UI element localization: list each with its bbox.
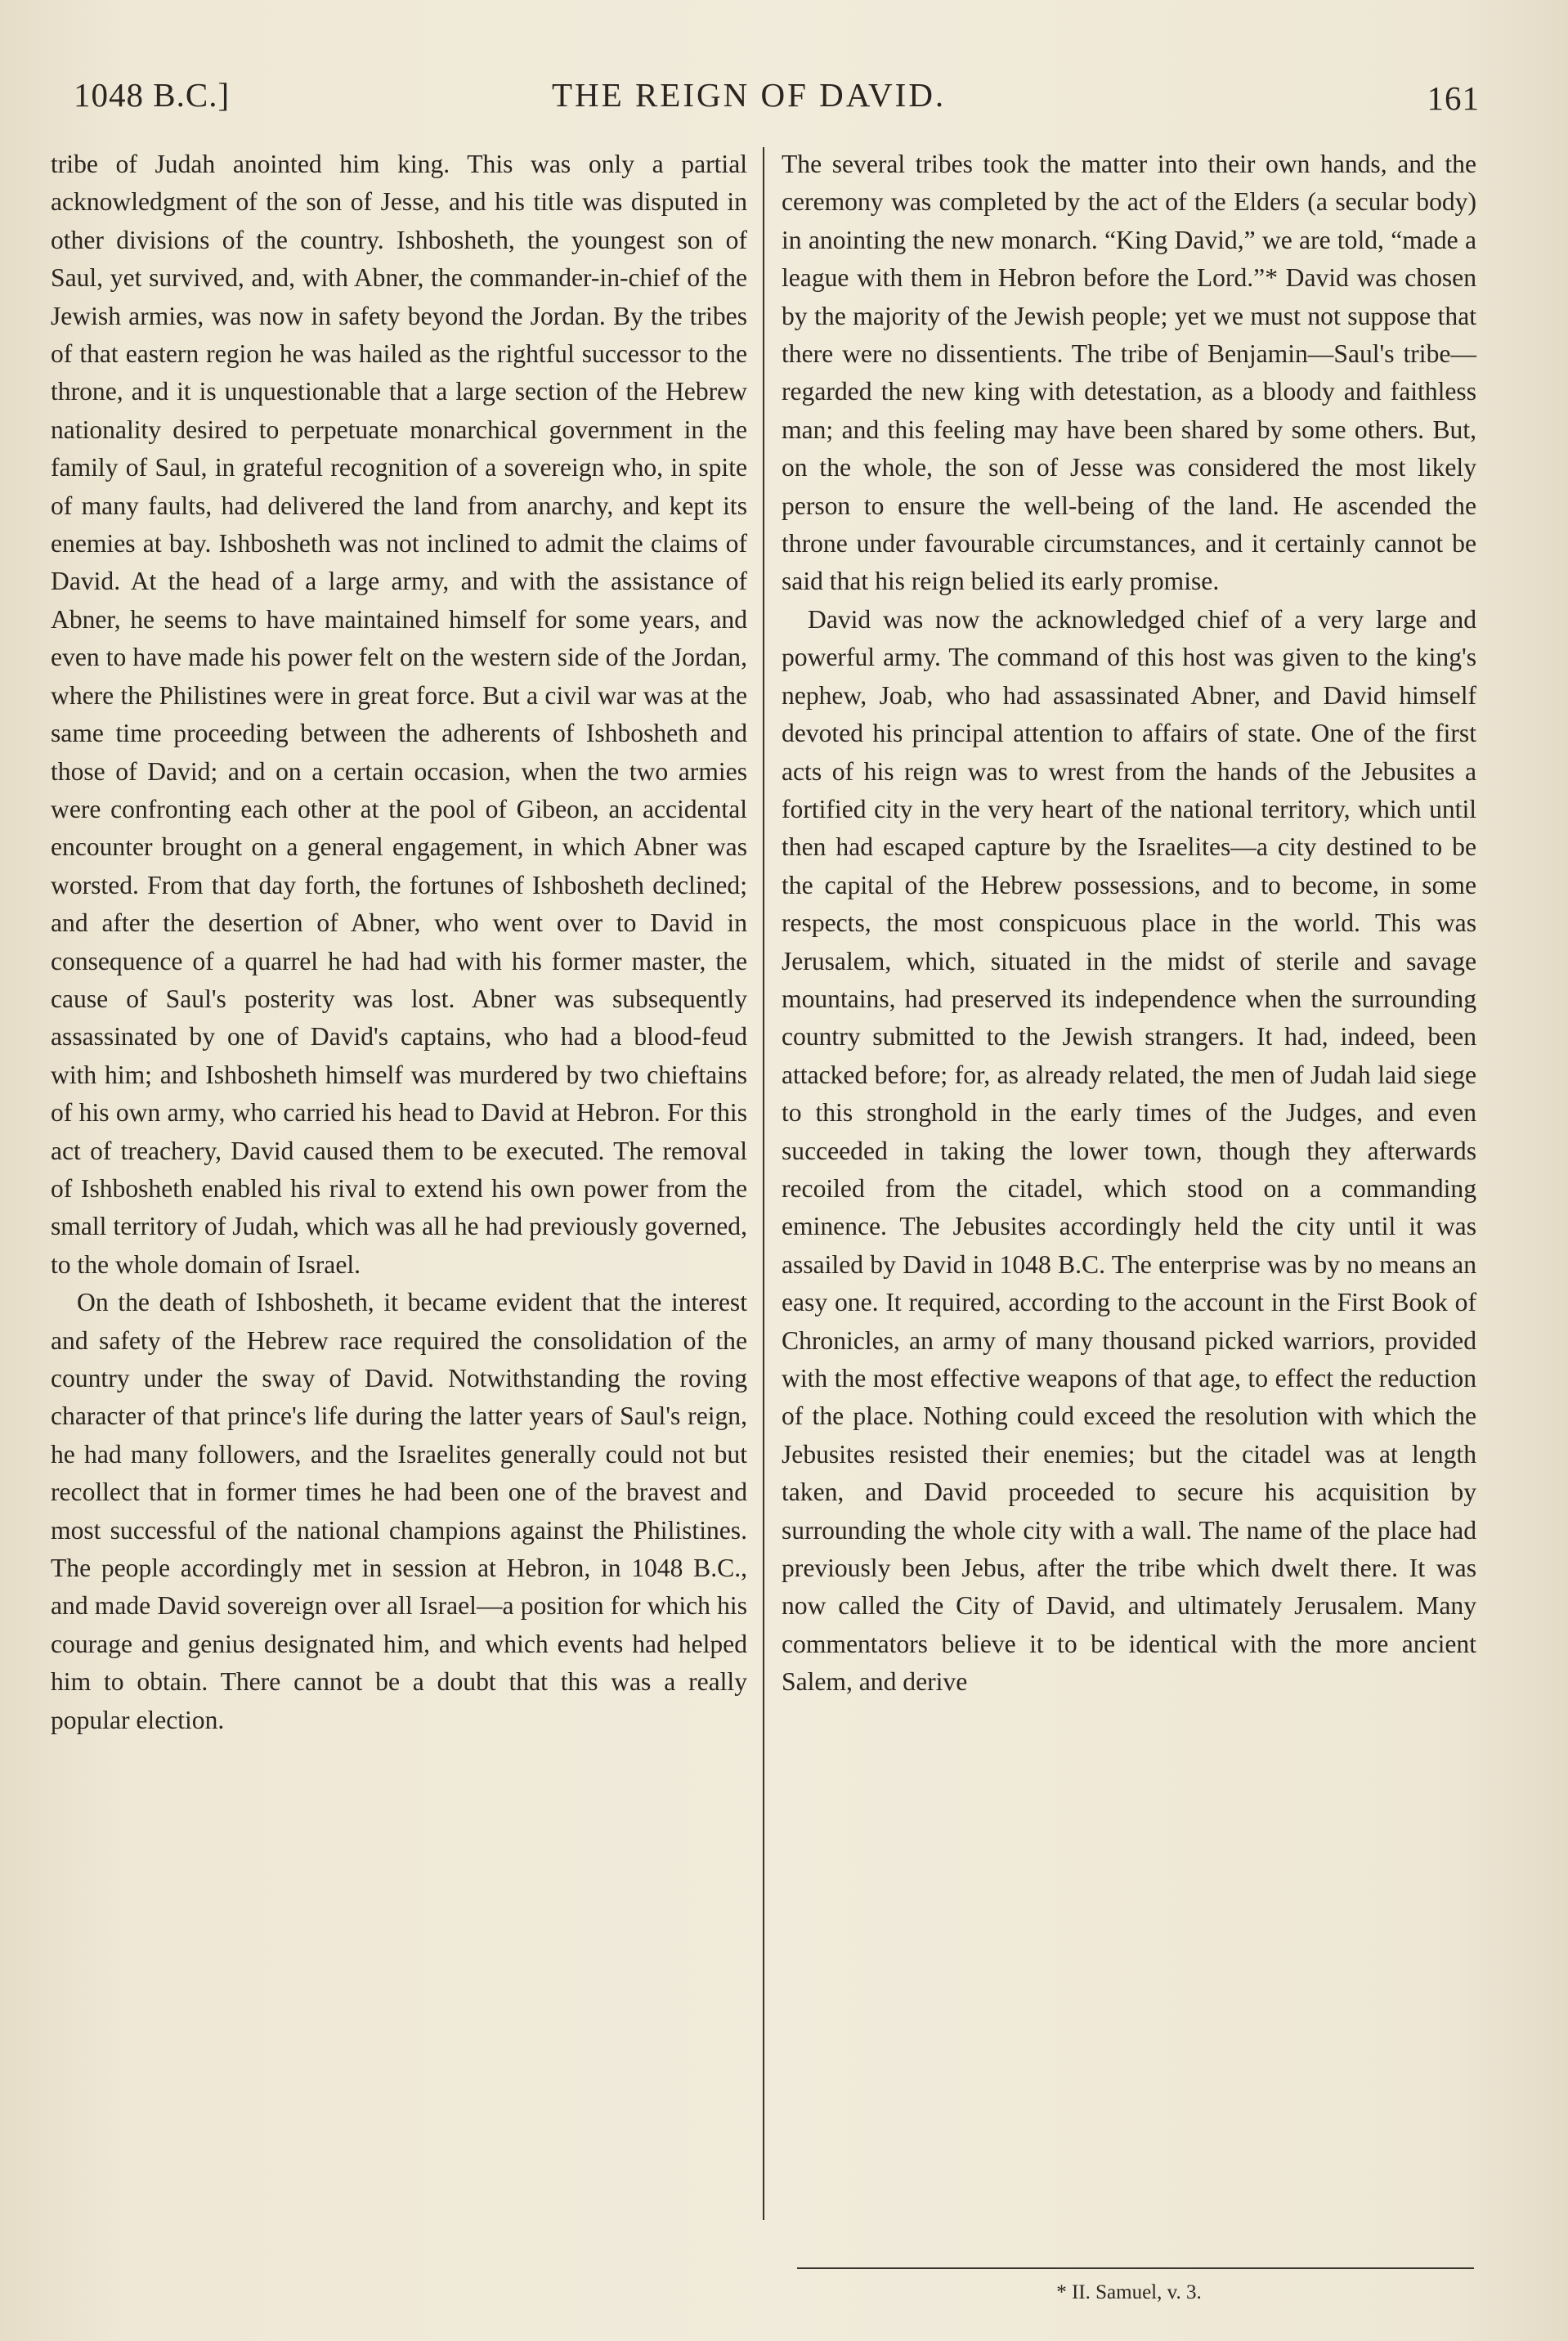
running-header [74,75,1480,124]
right-column [782,146,1476,1702]
footnote-divider [797,2267,1474,2269]
paragraph: The several tribes took the matter into their own hands, and the ceremony was completed by the act of the Elders (a secular body) in anointing the new monarch. “King David,” we are told, “made a league with them in Hebron before the Lord.”* David was chosen by the majority of the Jewish people; yet we must not suppose that there were no dissentients. The tribe of Benjamin—Saul's tribe—regarded the new king with detestation, as a bloody and faithless man; and this feeling may have been shared by some others. But, on the whole, the son of Jesse was considered the most likely person to ensure the well-being of the land. He ascended the throne under favourable circumstances, and it certainly cannot be said that his reign belied its early promise. [782,150,1476,596]
page-number: 161 [1427,79,1480,117]
paragraph: On the death of Ishbosheth, it became evident that the interest and safety of the Hebrew race required the consolidation of the country under the sway of David. Notwithstanding the roving character of that prince's life during the latter years of Saul's reign, he had many followers, and the Israelites generally could not but recollect that in former times he had been one of the bravest and most successful of the national champions against the Philistines. The people accordingly met in session at Hebron, in 1048 B.C., and made David sovereign over all Israel—a position for which his courage and genius designated him, and which events had helped him to obtain. There cannot be a doubt that this was a really popular election. [51,1288,747,1734]
column-divider [763,147,764,2220]
footnote: * II. Samuel, v. 3. [1056,2281,1202,2303]
header-date: 1048 B.C.] [74,76,231,114]
left-column [51,146,747,1739]
paragraph: tribe of Judah anointed him king. This was only a partial acknowledgment of the son of Jesse, and his title was disputed in other divisions of the country. Ishbosheth, the youngest son of Saul, yet survived, and, with Abner, the commander-in-chief of the Jewish armies, was now in safety beyond the Jordan. By the tribes of that eastern region he was hailed as the rightful successor to the throne, and it is unquestionable that a large section of the Hebrew nationality desired to perpetuate monarchical government in the family of Saul, in grateful recognition of a sovereign who, in spite of many faults, had delivered the land from anarchy, and kept its enemies at bay. Ishbosheth was not inclined to admit the claims of David. At the head of a large army, and with the assistance of Abner, he seems to have maintained himself for some years, and even to have made his power felt on the western side of the Jordan, where the Philistines were in great force. But a civil war was at the same time proceeding between the adherents of Ishbosheth and those of David; and on a certain occasion, when the two armies were confronting each other at the pool of Gibeon, an accidental encounter brought on a general engagement, in which Abner was worsted. From that day forth, the fortunes of Ishbosheth declined; and after the desertion of Abner, who went over to David in consequence of a quarrel he had had with his former master, the cause of Saul's posterity was lost. Abner was subsequently assassinated by one of David's captains, who had a blood-feud with him; and Ishbosheth himself was murdered by two chieftains of his own army, who carried his head to David at Hebron. For this act of treachery, David caused them to be executed. The removal of Ishbosheth enabled his rival to extend his own power from the small territory of Judah, which was all he had previously governed, to the whole domain of Israel. [51,150,747,1279]
paragraph: David was now the acknowledged chief of a very large and powerful army. The command of this host was given to the king's nephew, Joab, who had assassinated Abner, and David himself devoted his principal attention to affairs of state. One of the first acts of his reign was to wrest from the hands of the Jebusites a fortified city in the very heart of the national territory, which until then had escaped capture by the Israelites—a city destined to be the capital of the Hebrew possessions, and to become, in some respects, the most conspicuous place in the world. This was Jerusalem, which, situated in the midst of sterile and savage mountains, had preserved its independence when the surrounding country submitted to the Jewish strangers. It had, indeed, been attacked before; for, as already related, the men of Judah laid siege to this stronghold in the early times of the Judges, and even succeeded in taking the lower town, though they afterwards recoiled from the citadel, which stood on a commanding eminence. The Jebusites accordingly held the city until it was assailed by David in 1048 B.C. The enterprise was by no means an easy one. It required, according to the account in the First Book of Chronicles, an army of many thousand picked warriors, provided with the most effective weapons of that age, to effect the reduction of the place. Nothing could exceed the resolution with which the Jebusites resisted their enemies; but the citadel was at length taken, and David proceeded to secure his acquisition by surrounding the whole city with a wall. The name of the place had previously been Jebus, after the tribe which dwelt there. It was now called the City of David, and ultimately Jerusalem. Many commentators believe it to be identical with the more ancient Salem, and derive [782,604,1476,1697]
header-title: THE REIGN OF DAVID. [552,76,947,114]
